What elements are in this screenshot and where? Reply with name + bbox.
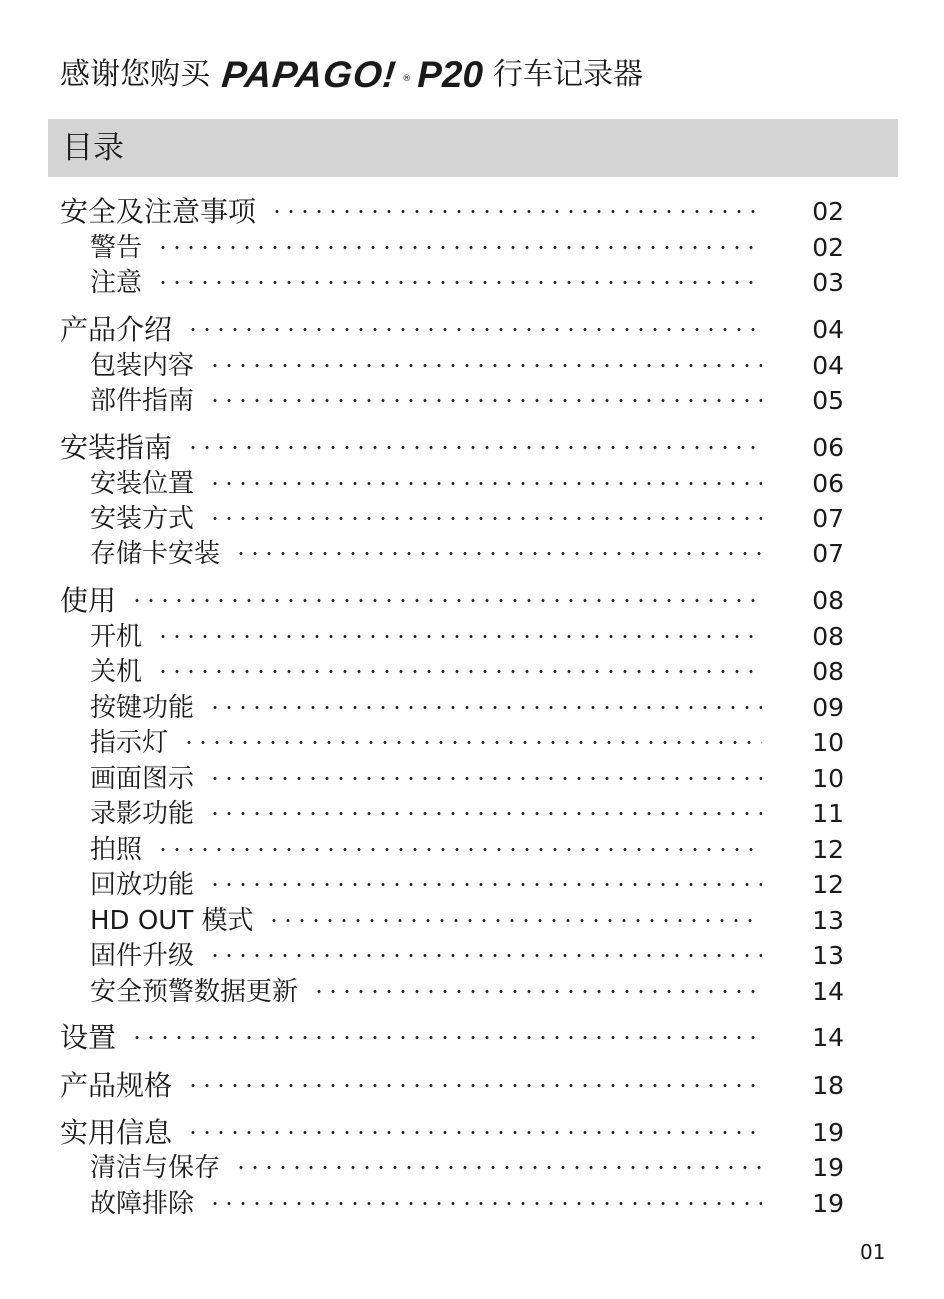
toc-entry-page: 03 (812, 268, 844, 297)
toc-entry-label: 设置 (60, 1021, 117, 1054)
toc-entry-label: 故障排除 (90, 1189, 195, 1219)
toc-entry-label: 开机 (90, 622, 143, 652)
toc-subsection-entry[interactable] (0, 763, 944, 795)
toc-subsection-entry[interactable] (0, 621, 944, 653)
toc-subsection-entry[interactable] (0, 385, 944, 417)
dot-leader (208, 517, 762, 520)
toc-entry-page: 12 (812, 870, 844, 899)
page-number: 01 (860, 1240, 886, 1264)
dot-leader (156, 635, 762, 638)
dot-leader (208, 399, 762, 402)
toc-entry-page: 04 (812, 351, 844, 380)
toc-subsection-entry[interactable] (0, 656, 944, 688)
dot-leader (186, 328, 762, 331)
dot-leader (312, 990, 762, 993)
toc-subsection-entry[interactable] (0, 976, 944, 1008)
toc-entry-page: 02 (812, 197, 844, 226)
dot-leader (156, 848, 762, 851)
toc-subsection-entry[interactable] (0, 468, 944, 500)
model-name: P20 (417, 54, 484, 95)
dot-leader (182, 741, 762, 744)
dot-leader (208, 364, 762, 367)
toc-entry-label: 安全预警数据更新 (90, 977, 299, 1007)
toc-entry-page: 07 (812, 504, 844, 533)
toc-entry-page: 06 (812, 433, 844, 462)
toc-entry-label: 录影功能 (90, 799, 195, 829)
toc-entry-label: 画面图示 (90, 764, 195, 794)
toc-subsection-entry[interactable] (0, 350, 944, 382)
toc-entry-page: 09 (812, 693, 844, 722)
toc-subsection-entry[interactable] (0, 267, 944, 299)
toc-entry-page: 08 (812, 657, 844, 686)
toc-entry-label: 产品规格 (60, 1069, 173, 1102)
toc-entry-page: 14 (812, 1023, 844, 1052)
toc-entry-label: 清洁与保存 (90, 1153, 221, 1183)
dot-leader (156, 670, 762, 673)
toc-entry-label: 使用 (60, 584, 117, 617)
toc-entry-page: 19 (812, 1189, 844, 1218)
dot-leader (208, 883, 762, 886)
dot-leader (208, 1202, 762, 1205)
toc-subsection-entry[interactable] (0, 869, 944, 901)
toc-entry-label: 回放功能 (90, 870, 195, 900)
toc-entry-label: 指示灯 (90, 728, 169, 758)
toc-subsection-entry[interactable] (0, 692, 944, 724)
toc-entry-label: HD OUT 模式 (90, 906, 254, 936)
toc-entry-page: 19 (812, 1153, 844, 1182)
dot-leader (130, 599, 762, 602)
toc-entry-page: 13 (812, 906, 844, 935)
toc-section-entry[interactable] (0, 196, 944, 228)
toc-entry-page: 10 (812, 764, 844, 793)
dot-leader (208, 954, 762, 957)
toc-subsection-entry[interactable] (0, 727, 944, 759)
dot-leader (208, 482, 762, 485)
toc-entry-page: 14 (812, 977, 844, 1006)
toc-subsection-entry[interactable] (0, 940, 944, 972)
dot-leader (130, 1036, 762, 1039)
title-prefix: 感谢您购买 (60, 57, 210, 92)
dot-leader (156, 281, 762, 284)
toc-entry-label: 按键功能 (90, 693, 195, 723)
registered-mark: ® (402, 74, 412, 84)
toc-entry-label: 安装指南 (60, 431, 173, 464)
toc-entry-label: 实用信息 (60, 1116, 173, 1149)
toc-entry-label: 拍照 (90, 835, 143, 865)
toc-entry-label: 产品介绍 (60, 313, 173, 346)
toc-entry-label: 存储卡安装 (90, 539, 221, 569)
toc-section-entry[interactable] (0, 314, 944, 346)
toc-entry-label: 安全及注意事项 (60, 195, 257, 228)
toc-entry-label: 固件升级 (90, 941, 195, 971)
toc-section-entry[interactable] (0, 1117, 944, 1149)
toc-entry-page: 06 (812, 469, 844, 498)
toc-section-entry[interactable] (0, 1022, 944, 1054)
dot-leader (186, 1084, 762, 1087)
dot-leader (234, 552, 762, 555)
toc-entry-page: 08 (812, 586, 844, 615)
toc-subsection-entry[interactable] (0, 503, 944, 535)
dot-leader (156, 246, 762, 249)
toc-subsection-entry[interactable] (0, 834, 944, 866)
toc-entry-label: 安装位置 (90, 469, 195, 499)
title-suffix: 行车记录器 (493, 57, 644, 92)
toc-entry-page: 07 (812, 539, 844, 568)
toc-entry-page: 12 (812, 835, 844, 864)
dot-leader (234, 1166, 762, 1169)
toc-subsection-entry[interactable] (0, 905, 944, 937)
dot-leader (186, 446, 762, 449)
toc-subsection-entry[interactable] (0, 798, 944, 830)
toc-entry-label: 包装内容 (90, 351, 195, 381)
toc-entry-page: 18 (812, 1071, 844, 1100)
brand-logo: PAPAGO! (219, 54, 399, 95)
toc-entry-page: 08 (812, 622, 844, 651)
toc-heading: 目录 (62, 130, 124, 166)
dot-leader (186, 1131, 762, 1134)
dot-leader (208, 812, 762, 815)
dot-leader (208, 777, 762, 780)
toc-entry-page: 13 (812, 941, 844, 970)
toc-section-entry[interactable] (0, 432, 944, 464)
toc-subsection-entry[interactable] (0, 538, 944, 570)
toc-entry-label: 部件指南 (90, 386, 195, 416)
toc-entry-page: 05 (812, 386, 844, 415)
toc-entry-label: 注意 (90, 268, 143, 298)
toc-entry-page: 10 (812, 728, 844, 757)
toc-subsection-entry[interactable] (0, 1188, 944, 1220)
toc-section-entry[interactable] (0, 1070, 944, 1102)
toc-entry-page: 11 (812, 799, 844, 828)
toc-entry-page: 19 (812, 1118, 844, 1147)
dot-leader (267, 919, 762, 922)
toc-section-entry[interactable] (0, 585, 944, 617)
toc-entry-page: 02 (812, 233, 844, 262)
dot-leader (270, 210, 762, 213)
toc-entry-label: 关机 (90, 657, 143, 687)
toc-entry-label: 安装方式 (90, 504, 195, 534)
toc-subsection-entry[interactable] (0, 232, 944, 264)
toc-entry-label: 警告 (90, 233, 143, 263)
toc-entry-page: 04 (812, 315, 844, 344)
toc-subsection-entry[interactable] (0, 1152, 944, 1184)
dot-leader (208, 706, 762, 709)
